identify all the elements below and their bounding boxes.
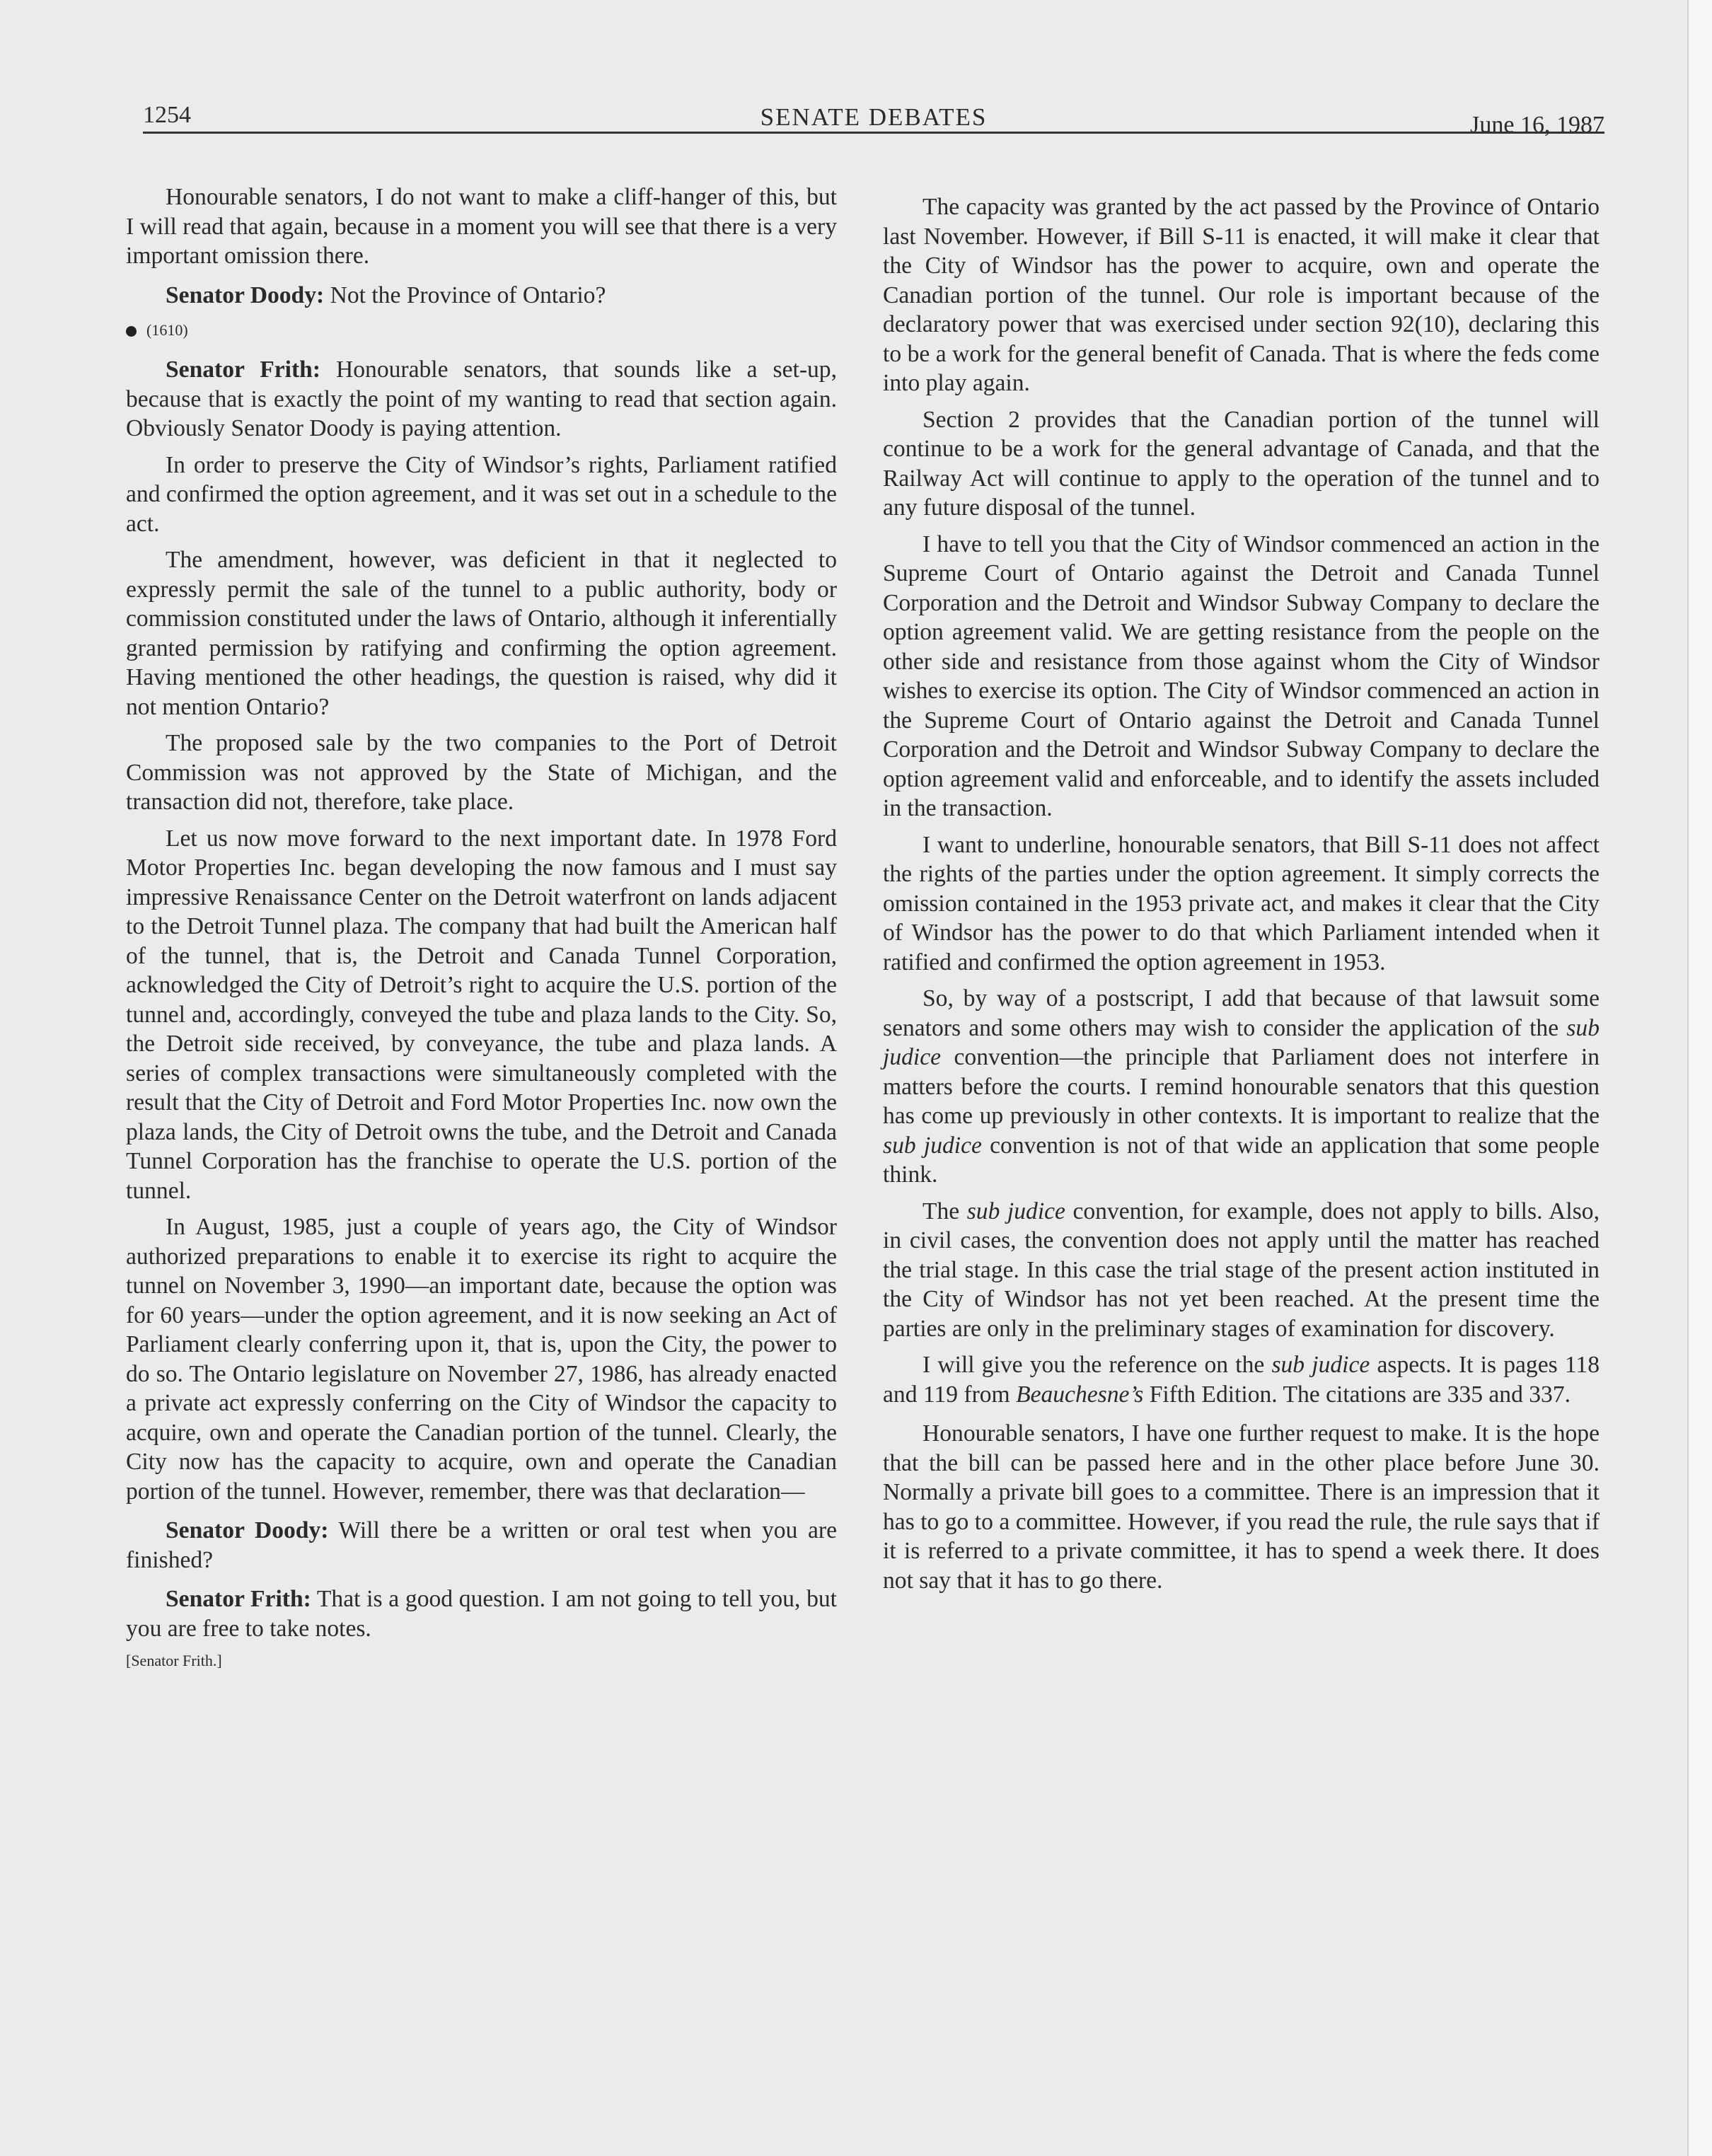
paragraph-sub-judice bbox=[883, 984, 1600, 1190]
speaker-footer-note: [Senator Frith.] bbox=[126, 1652, 222, 1669]
text-run: Fifth Edition. The citations are 335 and 337. bbox=[1143, 1381, 1571, 1408]
speech-doody-2 bbox=[126, 1516, 837, 1575]
text-run: convention is not of that wide an application that some people think. bbox=[883, 1132, 1600, 1188]
paragraph-reference bbox=[883, 1350, 1600, 1409]
paragraph: Honourable senators, I have one further request to make. It is the hope that the bill can be passed here and in the other place before June 30. Normally a private bill goes to a committee. There is an impression that it has to go to a committee. However, if you read the rule, the rule says that if it is referred to a private committee, it has to spend a week there. It does not say that it has to go there. bbox=[883, 1420, 1600, 1594]
paragraph: I want to underline, honourable senators, that Bill S-11 does not affect the rights of the parties under the option agreement. It simply corrects the omission contained in the 1953 private act, and makes it clear that the City of Windsor has the power to do that which Parliament intended when it ratified and confirmed the option agreement in 1953. bbox=[883, 831, 1600, 975]
paragraph: Section 2 provides that the Canadian portion of the tunnel will continue to be a work for the general advantage of Canada, and that the Railway Act will continue to apply to the operation of the tunnel and to any future disposal of the tunnel. bbox=[883, 406, 1600, 521]
left-column bbox=[126, 182, 837, 1671]
paragraph: In August, 1985, just a couple of years ago, the City of Windsor authorized preparations to enable it to exercise its right to acquire the tunnel on November 3, 1990—an important date, because the option was for 60 years—under the option agreement, and it is now seeking an Act of Parliament clearly conferring upon it, that is, upon the City, the power to do so. The Ontario legislature on November 27, 1986, has already enacted a private act expressly conferring on the City of Windsor the capacity to acquire, own and operate the Canadian portion of the tunnel. Clearly, the City now has the capacity to acquire, own and operate the Canadian portion of the tunnel. However, remember, there was that declaration— bbox=[126, 1214, 837, 1505]
issue-date: June 16, 1987 bbox=[1470, 112, 1604, 138]
speech-text: That is a good question. I am not going to tell you, but you are free to take notes. bbox=[126, 1586, 837, 1642]
text-run: convention, for example, does not apply to bills. Also, in civil cases, the convention does not apply until the matter has reached the trial stage. In this case the trial stage of the present action instituted in the City of Windsor has not yet been reached. At the present time the parties are only in the preliminary stages of examination for discovery. bbox=[883, 1198, 1600, 1342]
speech-doody-1 bbox=[126, 281, 837, 311]
speaker-name: Senator Doody: bbox=[166, 282, 325, 308]
text-run: I will give you the reference on the bbox=[922, 1352, 1272, 1378]
italic-term: sub judice bbox=[883, 1014, 1600, 1070]
italic-term: sub judice bbox=[883, 1132, 982, 1159]
page-edge bbox=[1687, 0, 1712, 2156]
text-run: So, by way of a postscript, I add that because of that lawsuit some senators and some others may wish to consider the application of the bbox=[883, 985, 1600, 1041]
speaker-name: Senator Frith: bbox=[166, 1586, 311, 1612]
speech-frith-2 bbox=[126, 1584, 837, 1643]
paragraph: Let us now move forward to the next important date. In 1978 Ford Motor Properties Inc. began developing the now famous and I must say impressive Renaissance Center on the Detroit waterfront on lands adjacent to the Detroit Tunnel plaza. The company that had built the American half of the tunnel, that is, the Detroit and Canada Tunnel Corporation, acknowledged the City of Detroit’s right to acquire the U.S. portion of the tunnel and, accordingly, conveyed the tube and plaza lands to the City. So, the Detroit side received, by conveyance, the tube and plaza lands. A series of complex transactions were simultaneously completed with the result that the City of Detroit and Ford Motor Properties Inc. now own the plaza lands, the City of Detroit owns the tube, and the Detroit and Canada Tunnel Corporation has the franchise to operate the U.S. portion of the tunnel. bbox=[126, 825, 837, 1204]
speech-text: Will there be a written or oral test when you are finished? bbox=[126, 1517, 837, 1573]
header-rule bbox=[143, 132, 1604, 134]
italic-title: Beauchesne’s bbox=[1016, 1381, 1144, 1408]
paragraph: The capacity was granted by the act passed by the Province of Ontario last November. However, if Bill S-11 is enacted, it will make it clear that the City of Windsor has the power to acquire, own and operate the Canadian portion of the tunnel. Our role is important because of the declaratory power that was exercised under section 92(10), declaring this to be a work for the general benefit of Canada. That is where the feds come into play again. bbox=[883, 194, 1600, 396]
publication-title: SENATE DEBATES bbox=[760, 103, 988, 131]
right-column bbox=[883, 192, 1600, 1602]
speech-frith-1 bbox=[126, 355, 837, 444]
italic-term: sub judice bbox=[1271, 1352, 1370, 1378]
bullet-icon bbox=[126, 326, 137, 337]
paragraph-convention bbox=[883, 1197, 1600, 1344]
page-header bbox=[143, 99, 1604, 141]
paragraph: Honourable senators, I do not want to make a cliff-hanger of this, but I will read that again, because in a moment you will see that there is a very important omission there. bbox=[126, 184, 837, 269]
speaker-name: Senator Frith: bbox=[166, 357, 321, 383]
speaker-name: Senator Doody: bbox=[166, 1517, 329, 1543]
time-marker bbox=[126, 320, 837, 341]
paragraph: I have to tell you that the City of Windsor commenced an action in the Supreme Court of Ontario against the Detroit and Canada Tunnel Corporation and the Detroit and Windsor Subway Company to declare the option agreement valid. We are getting resistance from the people on the other side and resistance from those against whom the City of Windsor wishes to exercise its option. The City of Windsor commenced an action in the Supreme Court of Ontario against the Detroit and Canada Tunnel Corporation and the Detroit and Windsor Subway Company to declare the option agreement valid and enforceable, and to identify the assets included in the transaction. bbox=[883, 531, 1600, 821]
page-number: 1254 bbox=[143, 102, 191, 128]
text-run: The bbox=[922, 1198, 967, 1224]
paragraph: The proposed sale by the two companies to the Port of Detroit Commission was not approved by the State of Michigan, and the transaction did not, therefore, take place. bbox=[126, 730, 837, 815]
speech-text: Not the Province of Ontario? bbox=[324, 282, 606, 308]
paragraph: In order to preserve the City of Windsor’s rights, Parliament ratified and confirmed the option agreement, and it was set out in a schedule to the act. bbox=[126, 451, 837, 537]
text-run: aspects. It is pages 118 and 119 from bbox=[883, 1352, 1600, 1408]
italic-term: sub judice bbox=[966, 1198, 1065, 1224]
speech-text: Honourable senators, that sounds like a set-up, because that is exactly the point of my wanting to read that section again. Obviously Senator Doody is paying attention. bbox=[126, 357, 837, 441]
paragraph: The amendment, however, was deficient in that it neglected to expressly permit the sale of the tunnel to a public authority, body or commission constituted under the laws of Ontario, although it inferentially granted permission by ratifying and confirming the option agreement. Having mentioned the other headings, the question is raised, why did it not mention Ontario? bbox=[126, 547, 837, 720]
time-marker-text: (1610) bbox=[146, 321, 188, 339]
text-run: convention—the principle that Parliament does not interfere in matters before the courts. I remind honourable senators that this question has come up previously in other contexts. It is important to realize that the bbox=[883, 1044, 1600, 1129]
